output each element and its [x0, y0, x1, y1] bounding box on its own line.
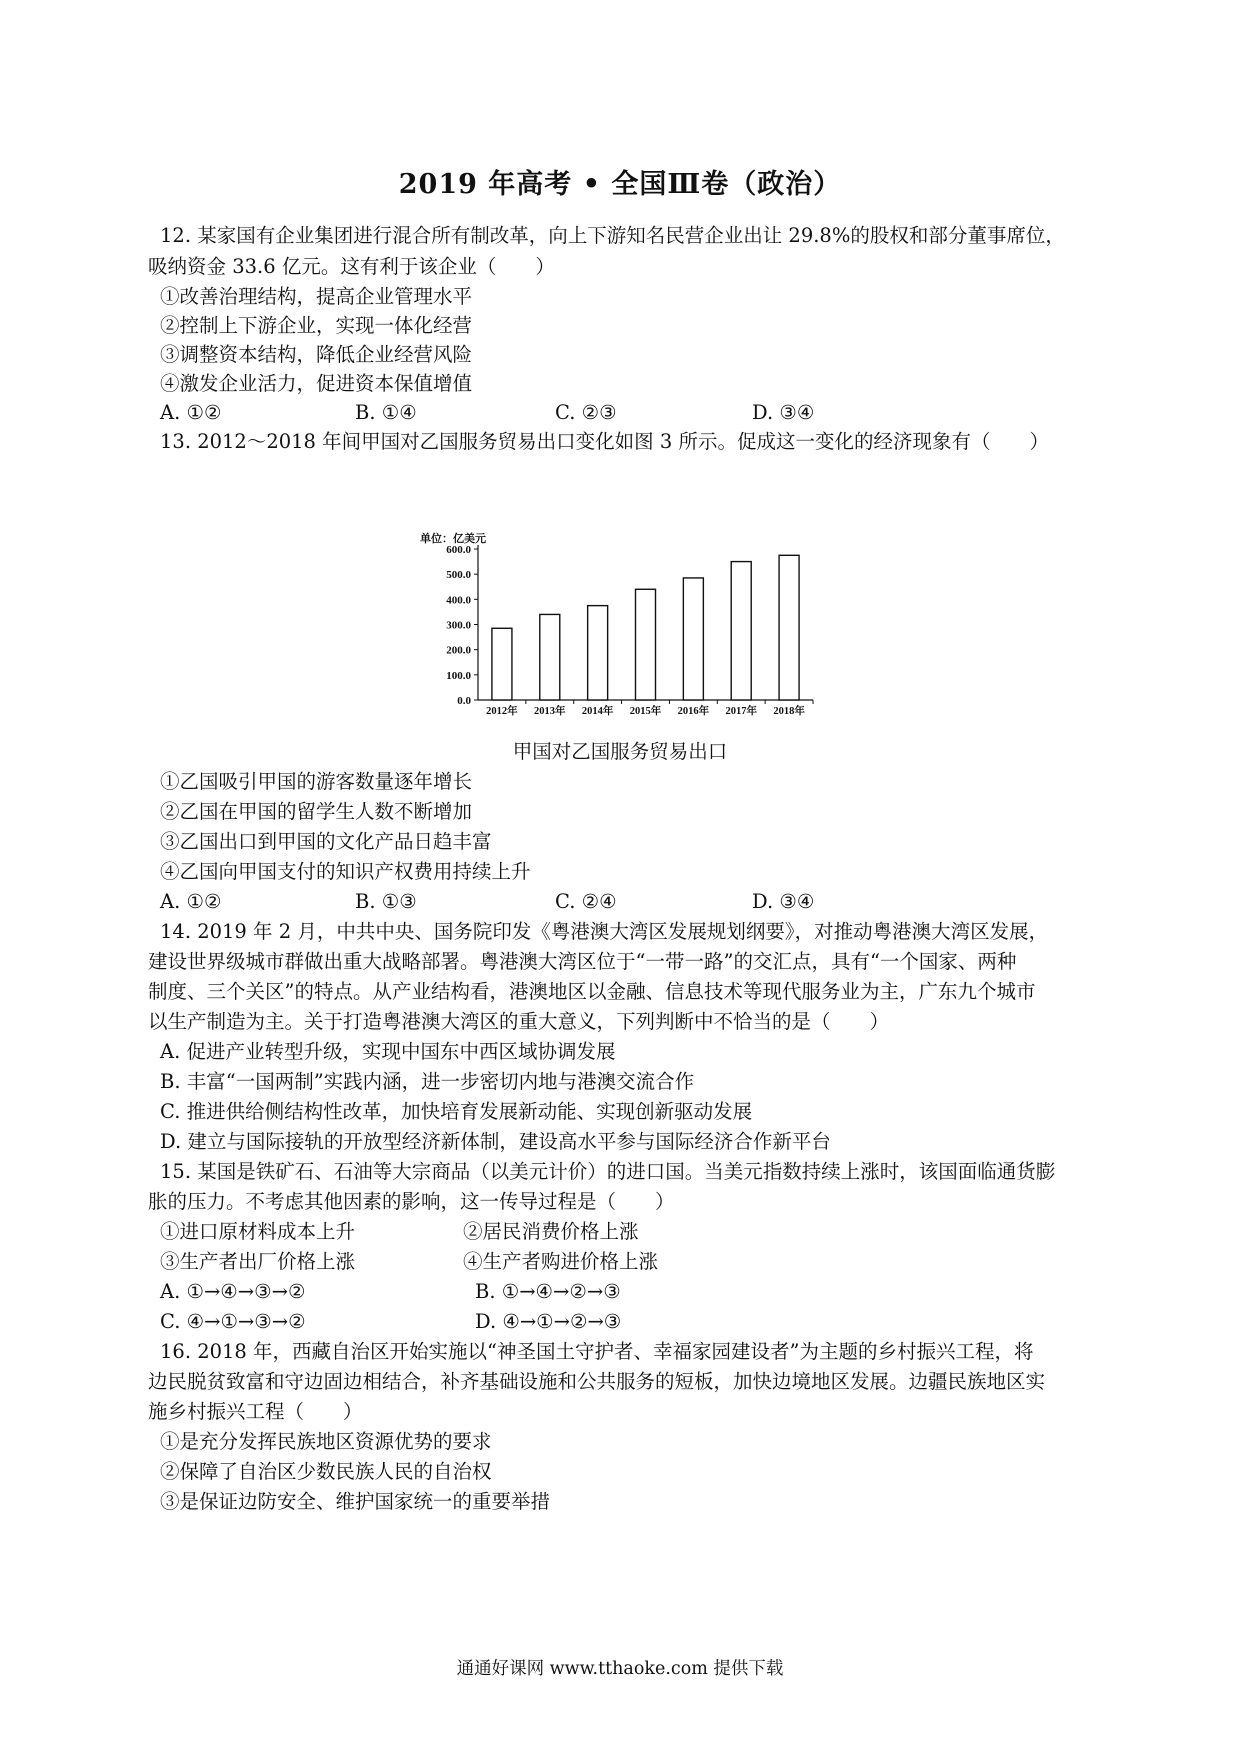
- x-tick-label: 2012年: [486, 706, 518, 717]
- q12-item-3: ③调整资本结构，降低企业经营风险: [160, 343, 473, 366]
- q13-item-2: ②乙国在甲国的留学生人数不断增加: [160, 800, 473, 823]
- q14-stem-line-1: 14. 2019 年 2 月，中共中央、国务院印发《粤港澳大湾区发展规划纲要》，对推动粤港澳大湾区发展，: [160, 920, 1049, 943]
- q12-item-1: ①改善治理结构，提高企业管理水平: [160, 285, 473, 308]
- q12-item-2: ②控制上下游企业，实现一体化经营: [160, 314, 473, 337]
- q14-stem-line-3: 制度、三个关区”的特点。从产业结构看，港澳地区以金融、信息技术等现代服务业为主，广东九个城市: [148, 980, 1036, 1003]
- q14-stem-line-4: 以生产制造为主。关于打造粤港澳大湾区的重大意义，下列判断中不恰当的是（ ）: [148, 1010, 890, 1033]
- q15-stem-line-2: 胀的压力。不考虑其他因素的影响，这一传导过程是（ ）: [148, 1190, 675, 1213]
- q13-stem-line-1: 13. 2012～2018 年间甲国对乙国服务贸易出口变化如图 3 所示。促成这一变化的经济现象有（ ）: [160, 430, 1049, 453]
- q15-item-1: ①进口原材料成本上升: [160, 1220, 356, 1243]
- q15-item-4: ④生产者购进价格上涨: [463, 1250, 659, 1273]
- q13-item-4: ④乙国向甲国支付的知识产权费用持续上升: [160, 860, 531, 883]
- bar: [731, 562, 751, 700]
- q15-option-c: C. ④→①→③→②: [160, 1310, 306, 1333]
- x-tick-label: 2018年: [773, 706, 805, 717]
- q13-item-3: ③乙国出口到甲国的文化产品日趋丰富: [160, 830, 492, 853]
- y-tick-label: 0.0: [457, 695, 471, 707]
- chart-svg: [420, 530, 830, 730]
- y-tick-label: 300.0: [446, 619, 471, 632]
- q16-stem-line-3: 施乡村振兴工程（ ）: [148, 1400, 363, 1423]
- q15-option-b: B. ①→④→②→③: [475, 1280, 621, 1303]
- q12-option-a: A. ①②: [160, 401, 222, 424]
- q13-item-1: ①乙国吸引甲国的游客数量逐年增长: [160, 770, 473, 793]
- q16-stem-line-2: 边民脱贫致富和守边固边相结合，补齐基础设施和公共服务的短板，加快边境地区发展。边疆民族地区实: [148, 1370, 1046, 1393]
- q14-option-d: D. 建立与国际接轨的开放型经济新体制，建设高水平参与国际经济合作新平台: [160, 1130, 831, 1153]
- q16-item-3: ③是保证边防安全、维护国家统一的重要举措: [160, 1490, 551, 1513]
- q14-option-a: A. 促进产业转型升级，实现中国东中西区域协调发展: [160, 1040, 616, 1063]
- q13-option-a: A. ①②: [160, 890, 222, 913]
- q14-stem-line-2: 建设世界级城市群做出重大战略部署。粤港澳大湾区位于“一带一路”的交汇点，具有“一个国家、两种: [148, 950, 1017, 973]
- bar: [779, 555, 799, 700]
- footer-source: 通通好课网 www.tthaoke.com 提供下载: [456, 1659, 784, 1679]
- q15-option-d: D. ④→①→②→③: [475, 1310, 622, 1333]
- q12-option-c: C. ②③: [555, 401, 617, 424]
- q12-stem-line-2: 吸纳资金 33.6 亿元。这有利于该企业（ ）: [148, 255, 555, 278]
- y-tick-label: 500.0: [446, 569, 471, 582]
- q13-option-b: B. ①③: [355, 890, 417, 913]
- x-tick-label: 2016年: [677, 706, 710, 717]
- q12-stem-line-1: 12. 某家国有企业集团进行混合所有制改革，向上下游知名民营企业出让 29.8%的股权和部分董事席位，: [160, 224, 1065, 247]
- x-tick-label: 2013年: [534, 706, 566, 717]
- q16-item-1: ①是充分发挥民族地区资源优势的要求: [160, 1430, 492, 1453]
- y-tick-label: 600.0: [446, 544, 471, 556]
- q13-option-d: D. ③④: [752, 890, 815, 913]
- x-tick-label: 2017年: [725, 706, 757, 717]
- bar: [636, 589, 656, 700]
- page-title: 2019 年高考 • 全国Ⅲ卷（政治）: [398, 169, 842, 200]
- y-tick-label: 200.0: [446, 644, 471, 657]
- q12-option-b: B. ①④: [355, 401, 417, 424]
- chart-caption: 甲国对乙国服务贸易出口: [512, 740, 728, 763]
- q13-option-c: C. ②④: [555, 890, 617, 913]
- q14-option-c: C. 推进供给侧结构性改革，加快培育发展新动能、实现创新驱动发展: [160, 1100, 753, 1123]
- q15-stem-line-1: 15. 某国是铁矿石、石油等大宗商品（以美元计价）的进口国。当美元指数持续上涨时，该国面临通货膨: [160, 1160, 1056, 1183]
- q16-stem-line-1: 16. 2018 年，西藏自治区开始实施以“神圣国土守护者、幸福家园建设者”为主题的乡村振兴工程，将: [160, 1340, 1034, 1363]
- q15-item-2: ②居民消费价格上涨: [463, 1220, 639, 1243]
- q12-item-4: ④激发企业活力，促进资本保值增值: [160, 372, 473, 395]
- bar: [540, 614, 560, 700]
- q14-option-b: B. 丰富“一国两制”实践内涵，进一步密切内地与港澳交流合作: [160, 1070, 695, 1093]
- trade-bar-chart: [420, 530, 830, 730]
- y-tick-label: 400.0: [446, 594, 471, 607]
- q16-item-2: ②保障了自治区少数民族人民的自治权: [160, 1460, 492, 1483]
- q12-option-d: D. ③④: [752, 401, 815, 424]
- bar: [683, 578, 703, 700]
- bar: [588, 606, 608, 700]
- q15-item-3: ③生产者出厂价格上涨: [160, 1250, 356, 1273]
- bar: [492, 628, 512, 700]
- q15-option-a: A. ①→④→③→②: [160, 1280, 306, 1303]
- chart-unit-label: 单位：亿美元: [420, 533, 486, 545]
- x-tick-label: 2014年: [581, 706, 614, 717]
- x-tick-label: 2015年: [629, 706, 662, 717]
- y-tick-label: 100.0: [446, 669, 471, 682]
